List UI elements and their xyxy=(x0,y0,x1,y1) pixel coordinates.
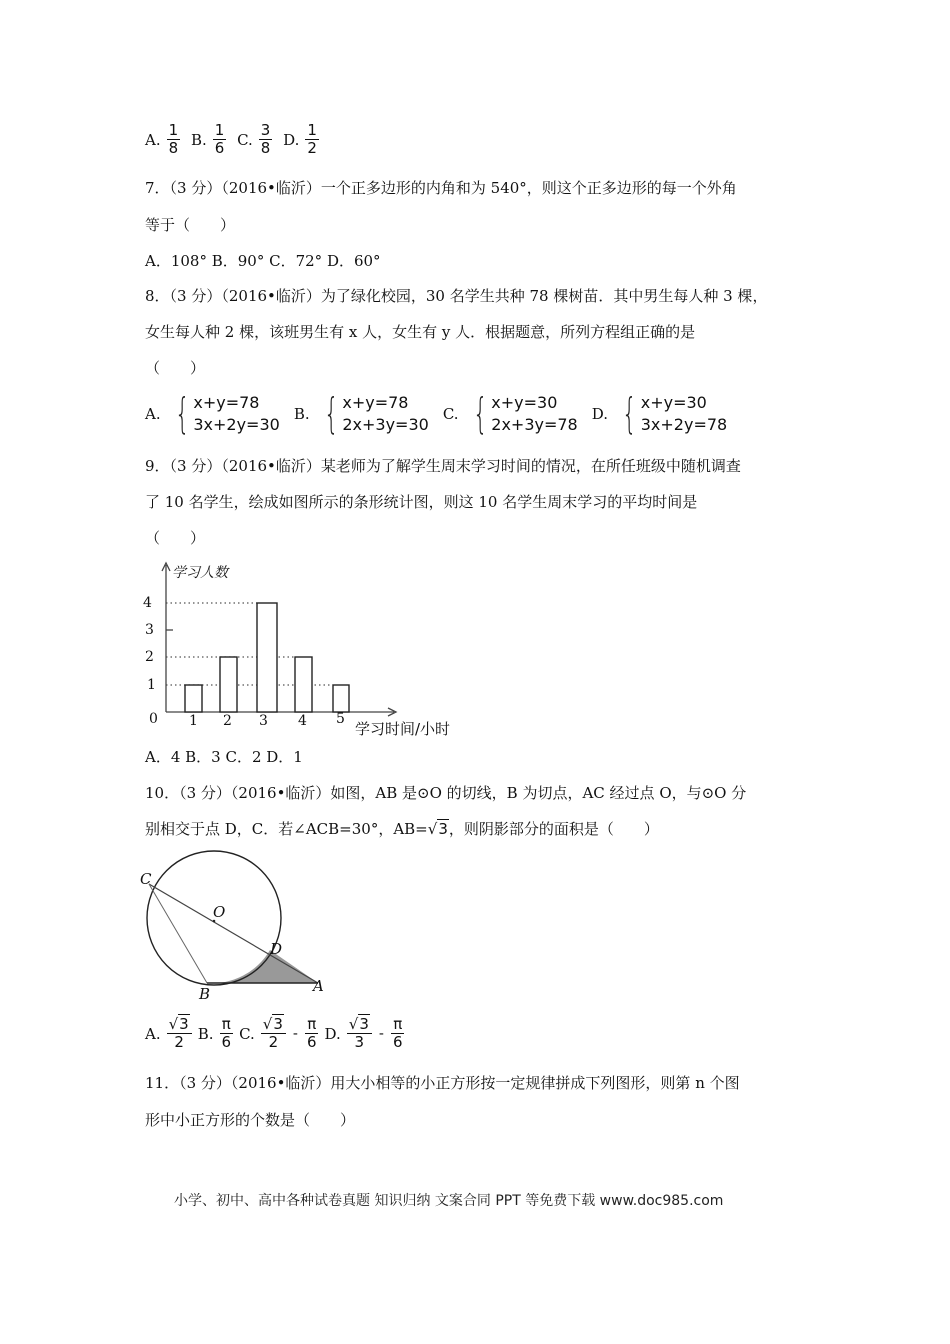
equation-system-b: { x+y=78 2x+3y=30 xyxy=(323,389,429,438)
label-b: B xyxy=(199,985,211,1003)
q9-options: A．4 B．3 C．2 D．1 xyxy=(145,748,303,766)
label-c: C xyxy=(140,870,152,888)
label-a: A xyxy=(313,977,324,995)
q11-stem-line1: 11．（3 分）（2016•临沂）用大小相等的小正方形按一定规律拼成下列图形，则第 n 个图 xyxy=(145,1074,740,1092)
fraction: $\frac{√3}{2}$ xyxy=(261,1016,286,1051)
q9-stem-line1: 9．（3 分）（2016•临沂）某老师为了解学生周末学习时间的情况，在所任班级中随机调查 xyxy=(145,457,741,475)
q11-stem-line2: 形中小正方形的个数是（ ） xyxy=(145,1111,356,1129)
q10-stem-line2: 别相交于点 D，C．若∠ACB=30°，AB=√3，则阴影部分的面积是（ ） xyxy=(145,820,659,838)
fraction: $\frac{\pi}{6}$ xyxy=(306,1015,317,1051)
sqrt-3: √3 xyxy=(427,820,448,838)
chart-xtick-4: 4 xyxy=(298,713,307,729)
fraction: $\frac{3}{8}$ xyxy=(260,121,271,157)
equation-system-d: { x+y=30 3x+2y=78 xyxy=(622,389,728,438)
chart-xtick-1: 1 xyxy=(189,713,198,729)
q8-stem-line1: 8．（3 分）（2016•临沂）为了绿化校园，30 名学生共种 78 棵树苗．其中男生每人种 3 棵， xyxy=(145,287,768,305)
brace-icon: { xyxy=(472,389,488,438)
q6-option-a: A. $\frac{1}{8}$ xyxy=(145,121,179,157)
chart-xtick-3: 3 xyxy=(259,713,268,729)
label-d: D xyxy=(270,940,283,958)
q6-option-d: D. $\frac{1}{2}$ xyxy=(283,121,317,157)
chart-xlabel: 学习时间/小时 xyxy=(355,720,451,738)
equation-system-c: { x+y=30 2x+3y=78 xyxy=(472,389,578,438)
chart-ytick-3: 3 xyxy=(145,622,154,638)
shaded-region xyxy=(207,950,318,983)
page-footer: 小学、初中、高中各种试卷真题 知识归纳 文案合同 PPT 等免费下载 www.doc985.com xyxy=(174,1193,724,1209)
chart-ytick-4: 4 xyxy=(143,595,152,611)
fraction: $\frac{\pi}{6}$ xyxy=(221,1015,232,1051)
line-cb xyxy=(149,884,207,983)
q6-option-b: B. $\frac{1}{6}$ xyxy=(190,121,225,157)
chart-xtick-5: 5 xyxy=(336,711,345,727)
fraction: $\frac{1}{6}$ xyxy=(214,121,225,157)
fraction: $\frac{√3}{3}$ xyxy=(347,1016,372,1051)
chart-xtick-2: 2 xyxy=(223,713,232,729)
q9-stem-line3: （ ） xyxy=(145,529,206,547)
line-ca xyxy=(149,884,318,983)
fraction: $\frac{\pi}{6}$ xyxy=(392,1015,403,1051)
brace-icon: { xyxy=(323,389,339,438)
chart-ylabel: 学习人数 xyxy=(172,565,228,581)
q9-stem-line2: 了 10 名学生，绘成如图所示的条形统计图，则这 10 名学生周末学习的平均时间是 xyxy=(145,493,698,511)
equation-system-a: { x+y=78 3x+2y=30 xyxy=(174,389,280,438)
q8-stem-line3: （ ） xyxy=(145,359,206,377)
fraction: $\frac{1}{8}$ xyxy=(168,121,179,157)
chart-ytick-2: 2 xyxy=(145,649,154,665)
q7-stem-line1: 7．（3 分）（2016•临沂）一个正多边形的内角和为 540°，则这个正多边形的每一个外角 xyxy=(145,179,737,197)
label-o: O xyxy=(213,903,226,921)
q10-stem-line1: 10．（3 分）（2016•临沂）如图，AB 是⊙O 的切线，B 为切点，AC 经过点 O，与⊙O 分 xyxy=(145,784,747,802)
chart-ytick-1: 1 xyxy=(147,677,156,693)
fraction: $\frac{1}{2}$ xyxy=(307,121,317,157)
fraction: $\frac{√3}{2}$ xyxy=(167,1016,192,1051)
q7-options: A．108° B．90° C．72° D．60° xyxy=(145,252,381,270)
brace-icon: { xyxy=(174,389,190,438)
q8-options: A. { x+y=78 3x+2y=30 B. { x+y=78 2x+3y=30 C. { x+y=30 2x+3y=78 D. { x+y=30 3x+2y=78 xyxy=(145,389,728,438)
chart-origin: 0 xyxy=(149,711,158,727)
q7-stem-line2: 等于（ ） xyxy=(145,216,236,234)
q6-option-c: C. $\frac{3}{8}$ xyxy=(237,121,271,157)
q8-stem-line2: 女生每人种 2 棵，该班男生有 x 人，女生有 y 人．根据题意，所列方程组正确的是 xyxy=(145,323,696,341)
brace-icon: { xyxy=(622,389,637,438)
q10-options: A. $\frac{√3}{2}$ B. $\frac{\pi}{6}$ C. $\frac{√3}{2}$ - $\frac{\pi}{6}$ D. $\frac{√3}{3}$ - $\frac{\pi}{6}$ xyxy=(145,1015,403,1051)
